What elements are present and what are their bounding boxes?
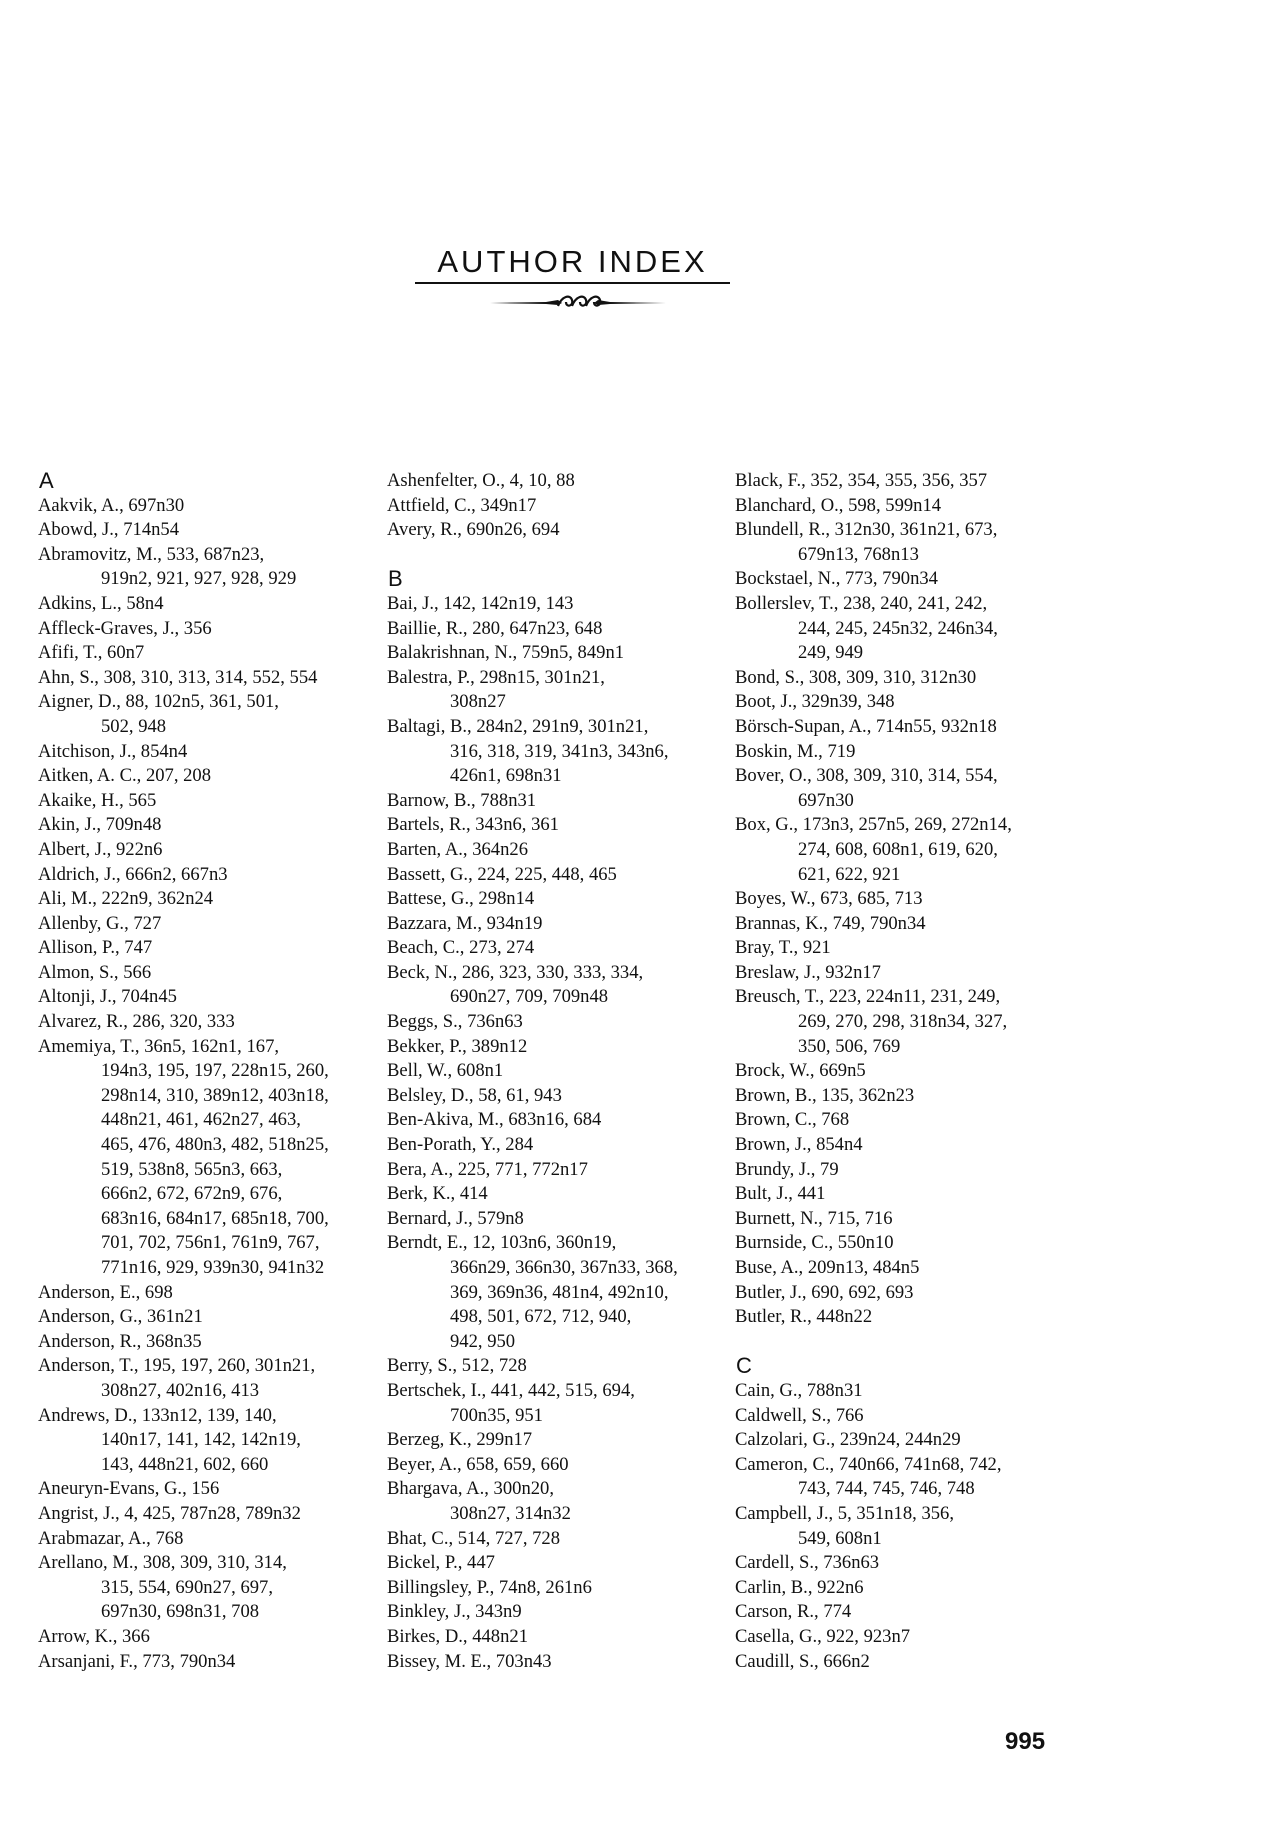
index-entry-line: Aitken, A. C., 207, 208 [38, 765, 212, 787]
index-entry-line: Aigner, D., 88, 102n5, 361, 501, [38, 691, 279, 713]
index-entry [38, 1625, 368, 1650]
index-entry-line: Anderson, R., 368n35 [38, 1330, 202, 1352]
index-entry-line: Bera, A., 225, 771, 772n17 [387, 1158, 588, 1180]
index-entry [38, 641, 368, 666]
index-entry-continuation: 498, 501, 672, 712, 940, [450, 1306, 632, 1328]
index-entry [38, 838, 368, 863]
index-entry-line: Andrews, D., 133n12, 139, 140, [38, 1404, 277, 1426]
index-entry-line: Cardell, S., 736n63 [735, 1552, 880, 1574]
index-entry-line: Burnett, N., 715, 716 [735, 1207, 893, 1229]
index-entry-line: Carson, R., 774 [735, 1601, 852, 1623]
index-entry [387, 1084, 717, 1109]
index-entry [38, 592, 368, 617]
index-entry [38, 1354, 368, 1403]
index-entry-continuation: 771n16, 929, 939n30, 941n32 [101, 1257, 325, 1278]
index-entry [38, 740, 368, 765]
index-entry-line: Bollerslev, T., 238, 240, 241, 242, [735, 592, 988, 614]
index-entry [387, 1231, 717, 1354]
index-entry [38, 494, 368, 519]
index-entry-continuation: 465, 476, 480n3, 482, 518n25, [101, 1134, 329, 1156]
index-entry [38, 1477, 368, 1502]
index-entry [387, 1600, 717, 1625]
index-entry [387, 1158, 717, 1183]
index-entry-line: Brock, W., 669n5 [735, 1060, 866, 1082]
index-entry-line: Brown, J., 854n4 [735, 1134, 863, 1156]
index-entry [387, 1108, 717, 1133]
index-entry-line: Boyes, W., 673, 685, 713 [735, 888, 923, 910]
index-entry-line: Belsley, D., 58, 61, 943 [387, 1084, 562, 1106]
index-entry-line: Abramovitz, M., 533, 687n23, [38, 543, 265, 565]
index-entry [38, 813, 368, 838]
index-entry-line: Akaike, H., 565 [38, 789, 157, 811]
index-entry [735, 764, 1065, 813]
section-letter: A [39, 468, 54, 493]
index-entry-line: Bartels, R., 343n6, 361 [387, 814, 559, 836]
index-entry-line: Breslaw, J., 932n17 [735, 961, 881, 983]
index-entry [735, 666, 1065, 691]
index-entry-line: Abowd, J., 714n54 [38, 519, 180, 541]
index-entry-line: Bekker, P., 389n12 [387, 1035, 528, 1057]
index-entry-line: Ben-Porath, Y., 284 [387, 1134, 534, 1156]
index-entry-line: Akin, J., 709n48 [38, 814, 162, 836]
index-entry-continuation: 315, 554, 690n27, 697, [101, 1576, 273, 1598]
index-entry [735, 1182, 1065, 1207]
index-entry [387, 1453, 717, 1478]
index-entry [735, 1281, 1065, 1306]
index-entry-continuation: 308n27, 402n16, 413 [101, 1379, 260, 1401]
index-entry-continuation: 519, 538n8, 565n3, 663, [101, 1158, 283, 1180]
index-entry-continuation: 621, 622, 921 [798, 863, 901, 885]
index-entry [387, 961, 717, 1010]
index-entry-line: Blundell, R., 312n30, 361n21, 673, [735, 519, 998, 541]
index-entry-line: Bhargava, A., 300n20, [387, 1478, 554, 1500]
ornament-divider-icon [488, 292, 668, 312]
section-gap [735, 1330, 1065, 1355]
index-entry [387, 1551, 717, 1576]
index-entry [387, 1527, 717, 1552]
index-entry-line: Bockstael, N., 773, 790n34 [735, 568, 938, 590]
index-entry-line: Bertschek, I., 441, 442, 515, 694, [387, 1379, 635, 1401]
index-entry [38, 666, 368, 691]
index-entry [38, 912, 368, 937]
index-entry-line: Beggs, S., 736n63 [387, 1011, 523, 1033]
index-column-3 [735, 469, 1065, 1674]
index-entry-line: Caldwell, S., 766 [735, 1404, 864, 1426]
index-entry-line: Ashenfelter, O., 4, 10, 88 [387, 470, 575, 491]
index-entry-line: Albert, J., 922n6 [38, 838, 163, 860]
index-entry-continuation: 366n29, 366n30, 367n33, 368, [450, 1257, 678, 1278]
index-entry-line: Aakvik, A., 697n30 [38, 494, 185, 516]
index-entry-line: Blanchard, O., 598, 599n14 [735, 494, 942, 516]
index-entry [735, 1502, 1065, 1551]
index-entry-continuation: 350, 506, 769 [798, 1035, 901, 1057]
index-entry [38, 1281, 368, 1306]
index-entry-line: Allison, P., 747 [38, 937, 153, 959]
index-entry [735, 985, 1065, 1059]
index-entry-continuation: 194n3, 195, 197, 228n15, 260, [101, 1060, 329, 1082]
index-entry-line: Caudill, S., 666n2 [735, 1650, 870, 1672]
index-entry-line: Bhat, C., 514, 727, 728 [387, 1527, 561, 1549]
index-entry [38, 1551, 368, 1625]
index-entry-line: Buse, A., 209n13, 484n5 [735, 1257, 920, 1278]
index-entry-line: Balestra, P., 298n15, 301n21, [387, 666, 605, 688]
index-entry-line: Amemiya, T., 36n5, 162n1, 167, [38, 1035, 280, 1057]
index-entry-continuation: 308n27, 314n32 [450, 1502, 571, 1524]
index-entry [735, 1305, 1065, 1330]
index-entry [387, 887, 717, 912]
index-entry-line: Bassett, G., 224, 225, 448, 465 [387, 863, 617, 885]
index-entry [38, 1305, 368, 1330]
index-entry-line: Berry, S., 512, 728 [387, 1355, 527, 1377]
index-entry-line: Beck, N., 286, 323, 330, 333, 334, [387, 961, 644, 983]
index-entry-line: Barten, A., 364n26 [387, 838, 528, 860]
index-entry-line: Afifi, T., 60n7 [38, 642, 145, 664]
index-entry-continuation: 942, 950 [450, 1330, 516, 1352]
index-entry [387, 1428, 717, 1453]
index-entry-line: Cain, G., 788n31 [735, 1379, 863, 1401]
index-entry-line: Birkes, D., 448n21 [387, 1625, 528, 1647]
index-entry [735, 1256, 1065, 1281]
index-entry [735, 961, 1065, 986]
index-entry [387, 1133, 717, 1158]
index-entry [735, 1158, 1065, 1183]
index-column-2 [387, 469, 717, 1674]
index-entry-line: Adkins, L., 58n4 [38, 592, 164, 614]
index-entry [387, 912, 717, 937]
index-entry-line: Bray, T., 921 [735, 937, 831, 959]
index-entry-line: Boot, J., 329n39, 348 [735, 691, 895, 713]
index-entry-continuation: 143, 448n21, 602, 660 [101, 1453, 269, 1475]
index-entry [735, 567, 1065, 592]
index-entry-line: Arabmazar, A., 768 [38, 1527, 184, 1549]
index-entry-line: Bond, S., 308, 309, 310, 312n30 [735, 666, 977, 688]
index-entry [735, 912, 1065, 937]
index-entry [38, 1650, 368, 1675]
index-entry-line: Berk, K., 414 [387, 1183, 488, 1205]
index-entry-line: Bult, J., 441 [735, 1183, 826, 1205]
index-entry [735, 1231, 1065, 1256]
index-entry-continuation: 666n2, 672, 672n9, 676, [101, 1183, 283, 1205]
index-entry [735, 1453, 1065, 1502]
index-entry-line: Beach, C., 273, 274 [387, 937, 535, 959]
index-entry-line: Ben-Akiva, M., 683n16, 684 [387, 1109, 602, 1131]
index-entry-line: Alvarez, R., 286, 320, 333 [38, 1011, 235, 1033]
index-entry-line: Avery, R., 690n26, 694 [387, 519, 560, 541]
index-entry [387, 494, 717, 519]
index-entry-line: Ali, M., 222n9, 362n24 [38, 888, 214, 910]
index-entry [387, 666, 717, 715]
index-entry [38, 789, 368, 814]
index-entry [735, 592, 1065, 666]
index-entry [387, 1182, 717, 1207]
index-entry [38, 1502, 368, 1527]
page-title: AUTHOR INDEX [415, 244, 730, 284]
index-entry-line: Campbell, J., 5, 351n18, 356, [735, 1502, 954, 1524]
index-entry [38, 985, 368, 1010]
index-entry-continuation: 549, 608n1 [798, 1527, 882, 1549]
index-entry [38, 1527, 368, 1552]
index-entry-continuation: 140n17, 141, 142, 142n19, [101, 1429, 301, 1451]
index-entry [735, 1428, 1065, 1453]
index-entry [38, 543, 368, 592]
index-entry-line: Baltagi, B., 284n2, 291n9, 301n21, [387, 715, 649, 737]
index-entry-line: Arsanjani, F., 773, 790n34 [38, 1650, 236, 1672]
index-entry [735, 1600, 1065, 1625]
index-entry [38, 887, 368, 912]
section-letter: B [388, 566, 403, 592]
index-entry-line: Brown, C., 768 [735, 1109, 850, 1131]
index-entry-continuation: 308n27 [450, 691, 506, 713]
index-entry [735, 1379, 1065, 1404]
index-entry [38, 764, 368, 789]
index-entry-line: Breusch, T., 223, 224n11, 231, 249, [735, 986, 1001, 1008]
index-entry-continuation: 448n21, 461, 462n27, 463, [101, 1109, 301, 1131]
page-number: 995 [1005, 1728, 1046, 1755]
index-entry-continuation: 697n30, 698n31, 708 [101, 1601, 260, 1623]
index-entry [387, 1010, 717, 1035]
index-entry [735, 469, 1065, 494]
index-entry [38, 518, 368, 543]
index-entry [735, 690, 1065, 715]
index-entry [387, 936, 717, 961]
index-entry-line: Affleck-Graves, J., 356 [38, 617, 212, 639]
index-entry-line: Bell, W., 608n1 [387, 1060, 504, 1082]
index-entry-line: Cameron, C., 740n66, 741n68, 742, [735, 1453, 1002, 1475]
index-entry [735, 1108, 1065, 1133]
index-entry-line: Bickel, P., 447 [387, 1552, 495, 1574]
index-entry-continuation: 697n30 [798, 789, 854, 811]
index-entry-line: Arellano, M., 308, 309, 310, 314, [38, 1552, 287, 1574]
index-entry-line: Binkley, J., 343n9 [387, 1601, 522, 1623]
index-entry [387, 1035, 717, 1060]
index-entry-line: Almon, S., 566 [38, 961, 152, 983]
index-entry-line: Bernard, J., 579n8 [387, 1207, 524, 1229]
index-entry-line: Burnside, C., 550n10 [735, 1232, 894, 1254]
index-entry [735, 1084, 1065, 1109]
index-entry-continuation: 244, 245, 245n32, 246n34, [798, 617, 998, 639]
index-entry [735, 1207, 1065, 1232]
index-entry-line: Aneuryn-Evans, G., 156 [38, 1478, 220, 1500]
index-entry-line: Barnow, B., 788n31 [387, 789, 537, 811]
index-entry-line: Altonji, J., 704n45 [38, 986, 177, 1008]
index-entry-continuation: 269, 270, 298, 318n34, 327, [798, 1011, 1008, 1033]
index-entry [387, 518, 717, 543]
index-entry-line: Brown, B., 135, 362n23 [735, 1084, 915, 1106]
index-entry [387, 617, 717, 642]
index-entry [735, 715, 1065, 740]
section-letter: C [736, 1353, 752, 1379]
index-entry [387, 1207, 717, 1232]
index-entry [387, 641, 717, 666]
index-entry-line: Angrist, J., 4, 425, 787n28, 789n32 [38, 1502, 301, 1524]
index-entry-line: Arrow, K., 366 [38, 1625, 150, 1647]
index-entry [735, 740, 1065, 765]
section-gap [387, 543, 717, 568]
index-entry-continuation: 369, 369n36, 481n4, 492n10, [450, 1281, 669, 1303]
index-entry-line: Calzolari, G., 239n24, 244n29 [735, 1429, 961, 1451]
index-entry-line: Ahn, S., 308, 310, 313, 314, 552, 554 [38, 666, 318, 688]
index-entry [387, 838, 717, 863]
index-column-1 [38, 469, 368, 1674]
index-entry [735, 813, 1065, 887]
index-entry [387, 1379, 717, 1428]
index-entry [735, 1059, 1065, 1084]
index-entry [387, 1477, 717, 1526]
index-entry [387, 813, 717, 838]
index-entry [38, 863, 368, 888]
index-entry [387, 1650, 717, 1675]
index-entry [387, 1059, 717, 1084]
index-entry [38, 1330, 368, 1355]
index-entry [735, 936, 1065, 961]
index-entry [735, 1625, 1065, 1650]
index-entry-line: Börsch-Supan, A., 714n55, 932n18 [735, 715, 997, 737]
index-entry-line: Brannas, K., 749, 790n34 [735, 912, 926, 934]
index-entry-line: Attfield, C., 349n17 [387, 494, 537, 516]
index-entry-line: Black, F., 352, 354, 355, 356, 357 [735, 470, 988, 491]
index-entry-line: Anderson, G., 361n21 [38, 1306, 203, 1328]
index-entry-line: Battese, G., 298n14 [387, 888, 535, 910]
index-entry [387, 469, 717, 494]
index-entry-continuation: 679n13, 768n13 [798, 543, 919, 565]
index-entry-line: Butler, R., 448n22 [735, 1306, 873, 1328]
index-entry-line: Bissey, M. E., 703n43 [387, 1650, 552, 1672]
index-entry-continuation: 683n16, 684n17, 685n18, 700, [101, 1207, 329, 1229]
index-entry-line: Aitchison, J., 854n4 [38, 740, 188, 762]
index-entry-continuation: 701, 702, 756n1, 761n9, 767, [101, 1232, 320, 1254]
index-entry-continuation: 690n27, 709, 709n48 [450, 986, 609, 1008]
index-entry-continuation: 426n1, 698n31 [450, 765, 562, 787]
index-entry-line: Carlin, B., 922n6 [735, 1576, 864, 1598]
index-entry-line: Baillie, R., 280, 647n23, 648 [387, 617, 603, 639]
index-entry-continuation: 274, 608, 608n1, 619, 620, [798, 838, 998, 860]
index-entry [735, 1576, 1065, 1601]
index-entry-continuation: 298n14, 310, 389n12, 403n18, [101, 1084, 329, 1106]
index-entry [387, 1354, 717, 1379]
index-entry-line: Bazzara, M., 934n19 [387, 912, 543, 934]
index-entry-line: Berndt, E., 12, 103n6, 360n19, [387, 1232, 617, 1254]
index-entry [38, 1035, 368, 1281]
index-entry [387, 1576, 717, 1601]
index-entry [735, 1650, 1065, 1675]
index-entry-line: Casella, G., 922, 923n7 [735, 1625, 911, 1647]
index-entry-line: Anderson, E., 698 [38, 1281, 173, 1303]
index-entry [38, 1010, 368, 1035]
index-entry-line: Bover, O., 308, 309, 310, 314, 554, [735, 765, 998, 787]
index-entry [735, 887, 1065, 912]
index-entry-continuation: 700n35, 951 [450, 1404, 543, 1426]
index-entry [735, 1404, 1065, 1429]
index-entry-continuation: 316, 318, 319, 341n3, 343n6, [450, 740, 669, 762]
index-entry-continuation: 743, 744, 745, 746, 748 [798, 1478, 975, 1500]
index-entry [38, 936, 368, 961]
index-entry [387, 1625, 717, 1650]
index-entry-line: Boskin, M., 719 [735, 740, 856, 762]
index-entry-line: Balakrishnan, N., 759n5, 849n1 [387, 642, 625, 664]
index-entry-line: Allenby, G., 727 [38, 912, 162, 934]
index-entry-line: Box, G., 173n3, 257n5, 269, 272n14, [735, 814, 1012, 836]
index-entry [735, 1133, 1065, 1158]
index-entry [38, 1404, 368, 1478]
index-entry [387, 863, 717, 888]
index-entry-continuation: 249, 949 [798, 642, 864, 664]
index-entry [38, 961, 368, 986]
index-entry-line: Billingsley, P., 74n8, 261n6 [387, 1576, 592, 1598]
index-entry-line: Butler, J., 690, 692, 693 [735, 1281, 914, 1303]
index-entry [735, 1551, 1065, 1576]
index-entry-line: Berzeg, K., 299n17 [387, 1429, 533, 1451]
index-entry-line: Bai, J., 142, 142n19, 143 [387, 592, 574, 614]
index-entry [38, 690, 368, 739]
index-entry [735, 518, 1065, 567]
index-entry-line: Aldrich, J., 666n2, 667n3 [38, 863, 228, 885]
index-entry [38, 617, 368, 642]
index-entry-continuation: 919n2, 921, 927, 928, 929 [101, 568, 297, 590]
index-entry-line: Brundy, J., 79 [735, 1158, 839, 1180]
index-entry [387, 789, 717, 814]
index-entry-line: Beyer, A., 658, 659, 660 [387, 1453, 569, 1475]
index-entry [735, 494, 1065, 519]
index-entry-continuation: 502, 948 [101, 715, 167, 737]
index-entry [387, 715, 717, 789]
index-entry [387, 592, 717, 617]
index-entry-line: Anderson, T., 195, 197, 260, 301n21, [38, 1355, 316, 1377]
